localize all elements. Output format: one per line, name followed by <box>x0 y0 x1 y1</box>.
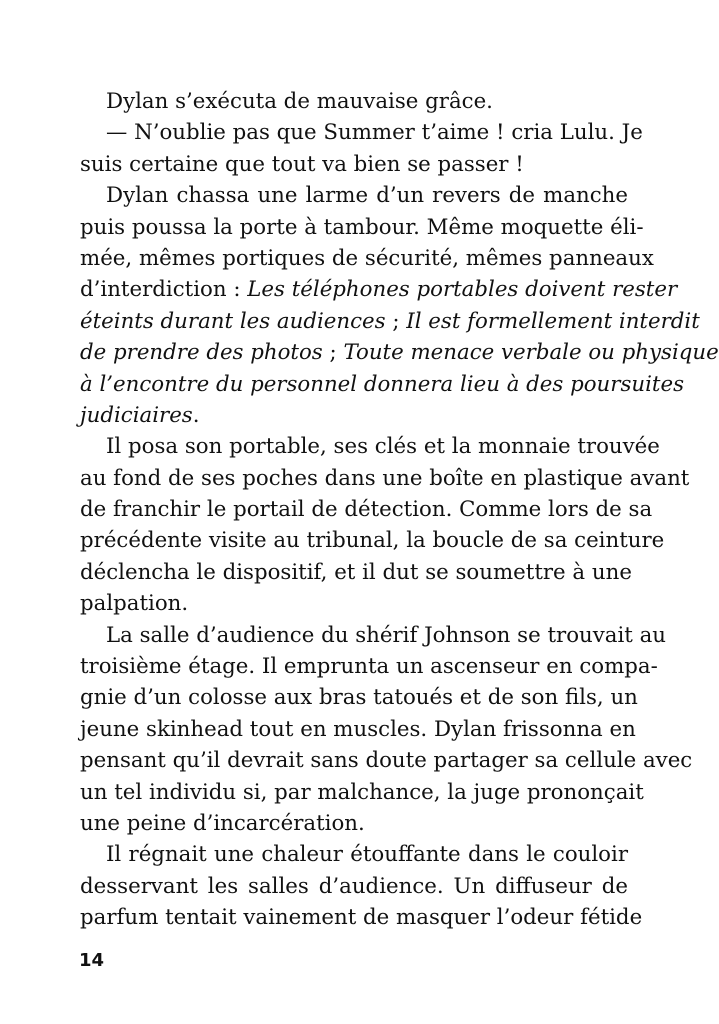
italic-text: de prendre des photos <box>80 340 323 366</box>
italic-text: judiciaires <box>80 402 193 428</box>
text-line <box>80 400 628 431</box>
text-line <box>80 212 644 243</box>
line-text: palpation. <box>80 591 189 617</box>
text-line <box>80 243 654 274</box>
text-line <box>80 117 643 148</box>
line-text: ; <box>322 340 344 366</box>
text-line <box>80 777 644 808</box>
line-text: desservant les salles d’audience. Un diffuseur de <box>80 873 628 899</box>
text-line <box>80 557 632 588</box>
line-text: précédente visite au tribunal, la boucle de sa ceinture <box>80 528 665 554</box>
line-text: Dylan chassa une larme d’un revers de manche <box>106 183 628 209</box>
line-text: troisième étage. Il emprunta un ascenseur en compa- <box>80 654 658 680</box>
italic-text: Il est formellement interdit <box>406 308 700 334</box>
text-line <box>80 369 684 400</box>
text-line <box>80 620 667 651</box>
text-line <box>80 839 628 870</box>
line-text: Il régnait une chaleur étouffante dans le couloir <box>106 842 628 868</box>
line-text: puis poussa la porte à tambour. Même moquette éli- <box>80 214 644 240</box>
text-line <box>80 494 653 525</box>
text-line <box>80 714 636 745</box>
line-text: pensant qu’il devrait sans doute partager sa cellule avec <box>80 748 693 774</box>
body-text <box>80 86 719 934</box>
text-line <box>80 682 638 713</box>
text-line <box>80 180 628 211</box>
line-text: une peine d’incarcération. <box>80 810 365 836</box>
line-text: — N’oublie pas que Summer t’aime ! cria Lulu. Je <box>106 120 643 146</box>
text-line <box>80 745 693 776</box>
line-text: jeune skinhead tout en muscles. Dylan frissonna en <box>80 716 636 742</box>
line-text: Il posa son portable, ses clés et la monnaie trouvée <box>106 434 660 460</box>
line-text: ; <box>385 308 407 334</box>
page-number: 14 <box>79 950 105 971</box>
line-text: Dylan s’exécuta de mauvaise grâce. <box>106 89 493 114</box>
text-line <box>80 525 665 556</box>
line-text: suis certaine que tout va bien se passer ! <box>80 151 524 177</box>
italic-text: Toute menace verbale ou physique <box>343 340 719 366</box>
text-line <box>80 337 719 368</box>
text-line <box>80 588 628 619</box>
line-text: mée, mêmes portiques de sécurité, mêmes panneaux <box>80 245 654 271</box>
text-line <box>80 431 660 462</box>
text-line <box>80 274 678 305</box>
text-line <box>80 871 628 902</box>
text-line <box>80 651 658 682</box>
line-text: d’interdiction : <box>80 277 248 303</box>
line-text: parfum tentait vainement de masquer l’odeur fétide <box>80 905 643 931</box>
line-text: au fond de ses poches dans une boîte en plastique avant <box>80 465 690 491</box>
text-line <box>80 306 700 337</box>
line-text: déclencha le dispositif, et il dut se soumettre à une <box>80 559 632 585</box>
line-text: gnie d’un colosse aux bras tatoués et de son fils, un <box>80 685 638 711</box>
line-text: La salle d’audience du shérif Johnson se trouvait au <box>106 622 667 648</box>
text-line <box>80 808 628 839</box>
italic-text: Les téléphones portables doivent rester <box>247 277 678 303</box>
line-text: un tel individu si, par malchance, la juge prononçait <box>80 779 644 805</box>
line-text: . <box>192 402 200 428</box>
text-line <box>80 463 690 494</box>
italic-text: éteints durant les audiences <box>80 308 386 334</box>
text-line <box>80 86 628 117</box>
text-line <box>80 902 643 933</box>
line-text: de franchir le portail de détection. Comme lors de sa <box>80 497 653 523</box>
text-line <box>80 149 628 180</box>
italic-text: à l’encontre du personnel donnera lieu à des poursuites <box>80 371 684 397</box>
